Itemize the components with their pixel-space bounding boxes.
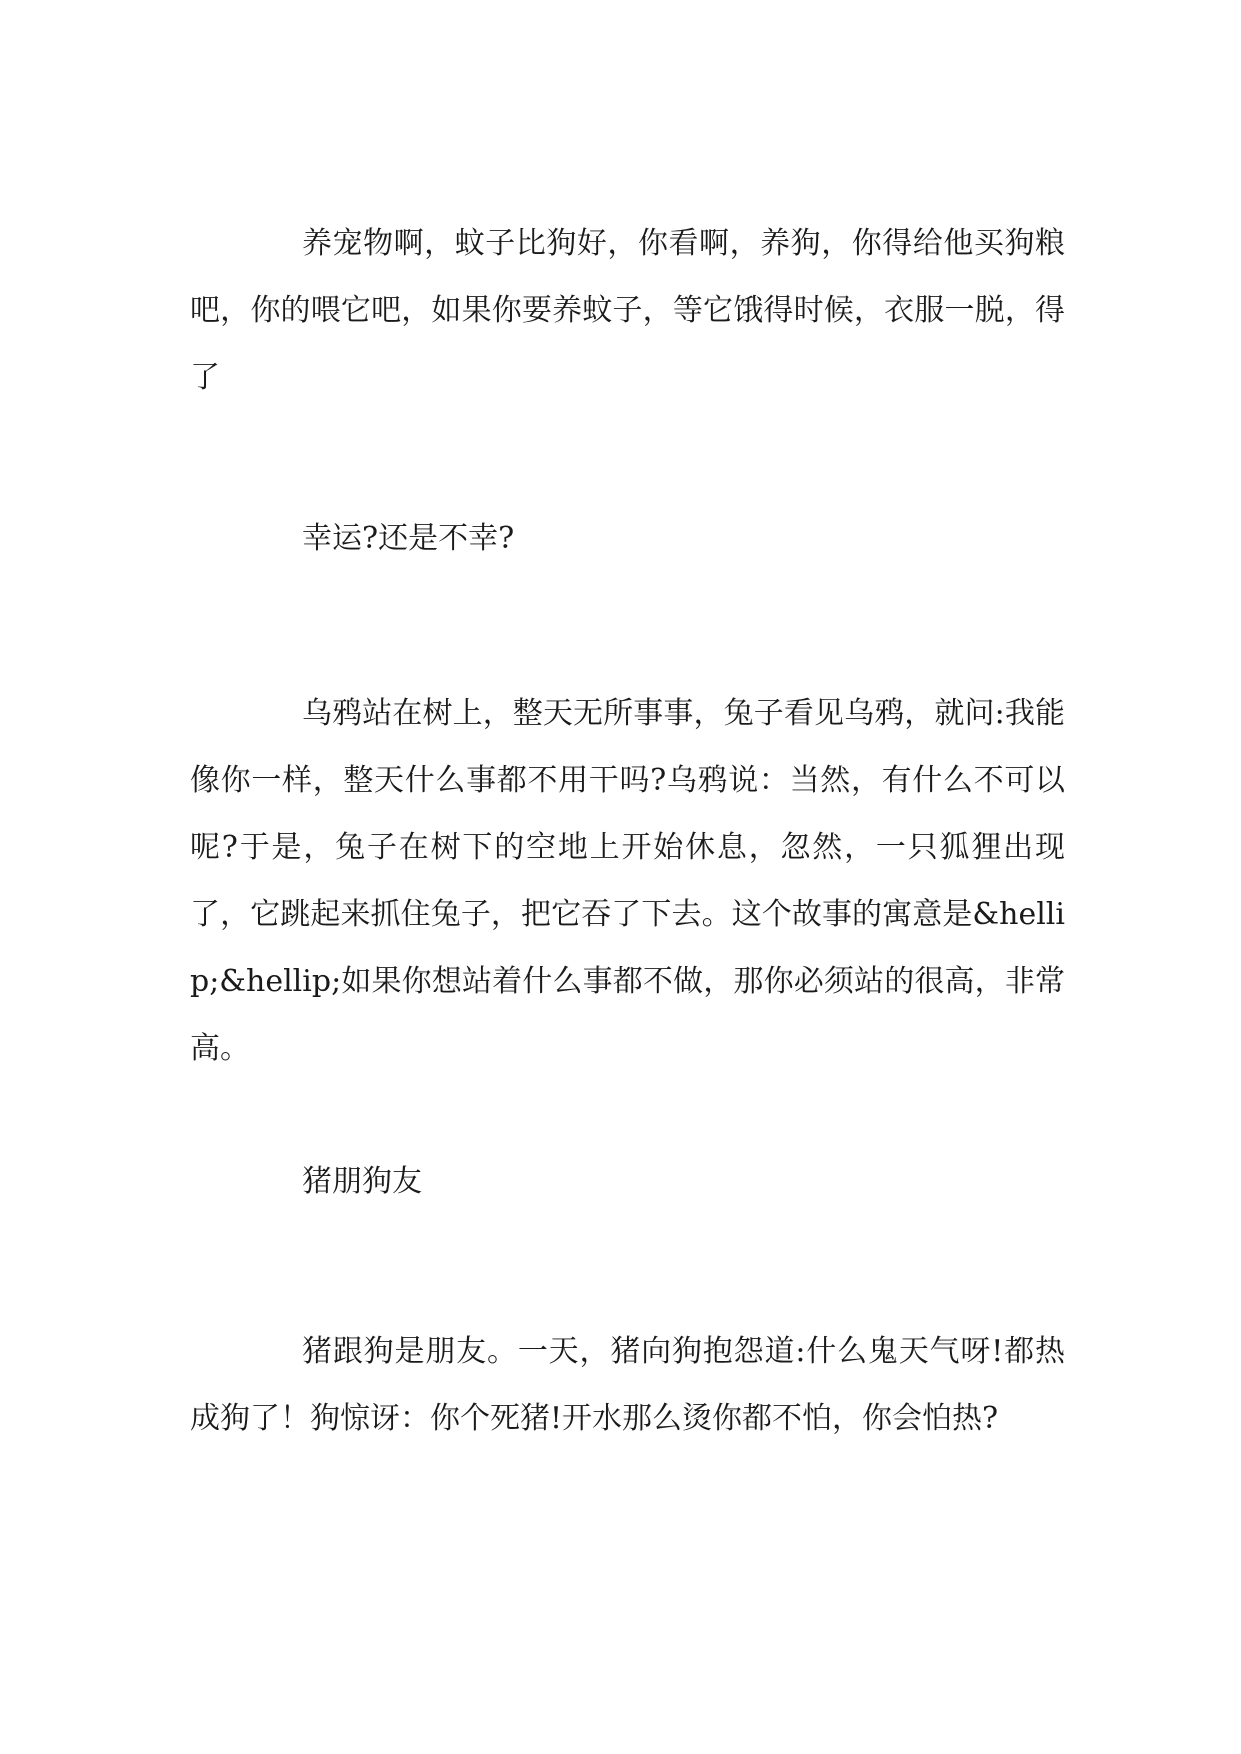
paragraph-crow-rabbit-story: 乌鸦站在树上，整天无所事事，兔子看见乌鸦，就问:我能像你一样，整天什么事都不用干吗?乌鸦说：当然，有什么不可以呢?于是，兔子在树下的空地上开始休息，忽然，一只狐狸出现了，它跳起来抓住兔子，把它吞了下去。这个故事的寓意是&hellip;&hellip;如果你想站着什么事都不做，那你必须站的很高，非常高。 [190,696,1065,1066]
heading-pig-dog-friends: 猪朋狗友 [302,1164,422,1199]
paragraph-pig-dog-story: 猪跟狗是朋友。一天，猪向狗抱怨道:什么鬼天气呀!都热成狗了！狗惊讶：你个死猪!开水那么烫你都不怕，你会怕热? [190,1334,1065,1436]
paragraph-pet-mosquito: 养宠物啊，蚊子比狗好，你看啊，养狗，你得给他买狗粮吧，你的喂它吧，如果你要养蚊子，等它饿得时候，衣服一脱，得了 [190,226,1065,395]
heading-lucky-or-unlucky: 幸运?还是不幸? [302,521,515,556]
